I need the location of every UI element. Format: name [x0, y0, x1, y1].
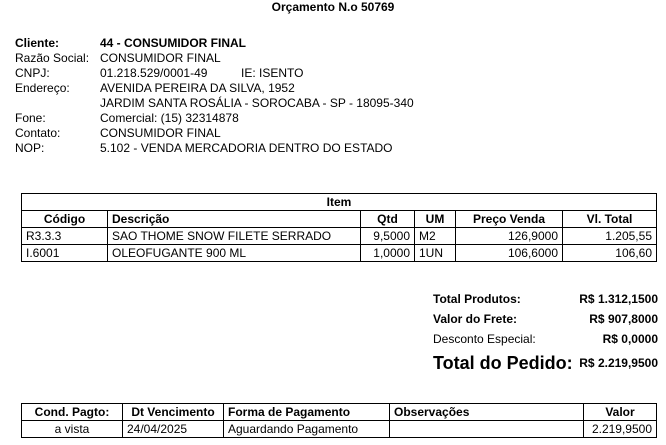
cell-preco: 106,6000 — [456, 245, 563, 262]
table-row — [22, 245, 657, 262]
fone-label: Fone: — [15, 111, 46, 125]
cell-descricao: OLEOFUGANTE 900 ML — [108, 245, 361, 262]
cell-forma-pagamento: Aguardando Pagamento — [224, 421, 390, 438]
cell-descricao: SAO THOME SNOW FILETE SERRADO — [108, 228, 361, 245]
col-valor: Valor — [584, 404, 657, 421]
endereco-label: Endereço: — [15, 81, 70, 95]
cell-total: 106,60 — [563, 245, 657, 262]
total-produtos-label: Total Produtos: — [433, 292, 521, 306]
col-cond-pagto: Cond. Pagto: — [22, 404, 123, 421]
cnpj-label: CNPJ: — [15, 66, 50, 80]
col-descricao: Descrição — [108, 211, 361, 228]
cell-preco: 126,9000 — [456, 228, 563, 245]
table-row — [22, 228, 657, 245]
client-value: 44 - CONSUMIDOR FINAL — [100, 36, 247, 50]
client-label: Cliente: — [15, 36, 60, 50]
nop-label: NOP: — [15, 141, 45, 155]
ie-value: IE: ISENTO — [241, 66, 304, 80]
payment-column-headers — [22, 404, 657, 421]
cell-um: 1UN — [415, 245, 456, 262]
total-pedido-value: R$ 2.219,9500 — [579, 356, 658, 370]
cell-observacoes — [390, 421, 584, 438]
contato-label: Contato: — [15, 126, 61, 140]
contato-value: CONSUMIDOR FINAL — [100, 126, 221, 140]
items-column-headers — [22, 211, 657, 228]
col-forma-pagamento: Forma de Pagamento — [224, 404, 390, 421]
nop-value: 5.102 - VENDA MERCADORIA DENTRO DO ESTADO — [100, 141, 393, 155]
total-pedido-row — [433, 349, 658, 377]
col-codigo: Código — [22, 211, 108, 228]
table-row — [22, 421, 657, 438]
totals-block — [433, 289, 658, 377]
col-observacoes: Observações — [390, 404, 584, 421]
items-table-header: Item — [22, 194, 657, 211]
payment-table — [21, 403, 657, 438]
cell-codigo: I.6001 — [22, 245, 108, 262]
cell-qtd: 9,5000 — [361, 228, 415, 245]
cell-um: M2 — [415, 228, 456, 245]
items-table — [21, 193, 657, 262]
cell-cond-pagto: a vista — [22, 421, 123, 438]
cell-codigo: R3.3.3 — [22, 228, 108, 245]
col-preco: Preço Venda — [456, 211, 563, 228]
col-qtd: Qtd — [361, 211, 415, 228]
razao-value: CONSUMIDOR FINAL — [100, 51, 221, 65]
cell-total: 1.205,55 — [563, 228, 657, 245]
endereco-line2: JARDIM SANTA ROSÁLIA - SOROCABA - SP - 18095-340 — [100, 96, 414, 110]
endereco-line1: AVENIDA PEREIRA DA SILVA, 1952 — [100, 81, 295, 95]
cell-dt-vencimento: 24/04/2025 — [123, 421, 224, 438]
col-total: Vl. Total — [563, 211, 657, 228]
cell-qtd: 1,0000 — [361, 245, 415, 262]
desconto-value: R$ 0,0000 — [602, 332, 658, 346]
cnpj-value: 01.218.529/0001-49 — [100, 66, 208, 80]
fone-value: Comercial: (15) 32314878 — [100, 111, 239, 125]
razao-label: Razão Social: — [15, 51, 90, 65]
col-um: UM — [415, 211, 456, 228]
valor-frete-label: Valor do Frete: — [433, 312, 518, 326]
col-dt-vencimento: Dt Vencimento — [123, 404, 224, 421]
total-produtos-row — [433, 289, 658, 309]
desconto-label: Desconto Especial: — [433, 332, 536, 346]
total-pedido-label: Total do Pedido: — [433, 353, 573, 373]
valor-frete-value: R$ 907,8000 — [589, 312, 658, 326]
cell-valor: 2.219,9500 — [584, 421, 657, 438]
desconto-row — [433, 329, 658, 349]
total-produtos-value: R$ 1.312,1500 — [579, 292, 658, 306]
document-title: Orçamento N.o 50769 — [271, 0, 395, 14]
valor-frete-row — [433, 309, 658, 329]
